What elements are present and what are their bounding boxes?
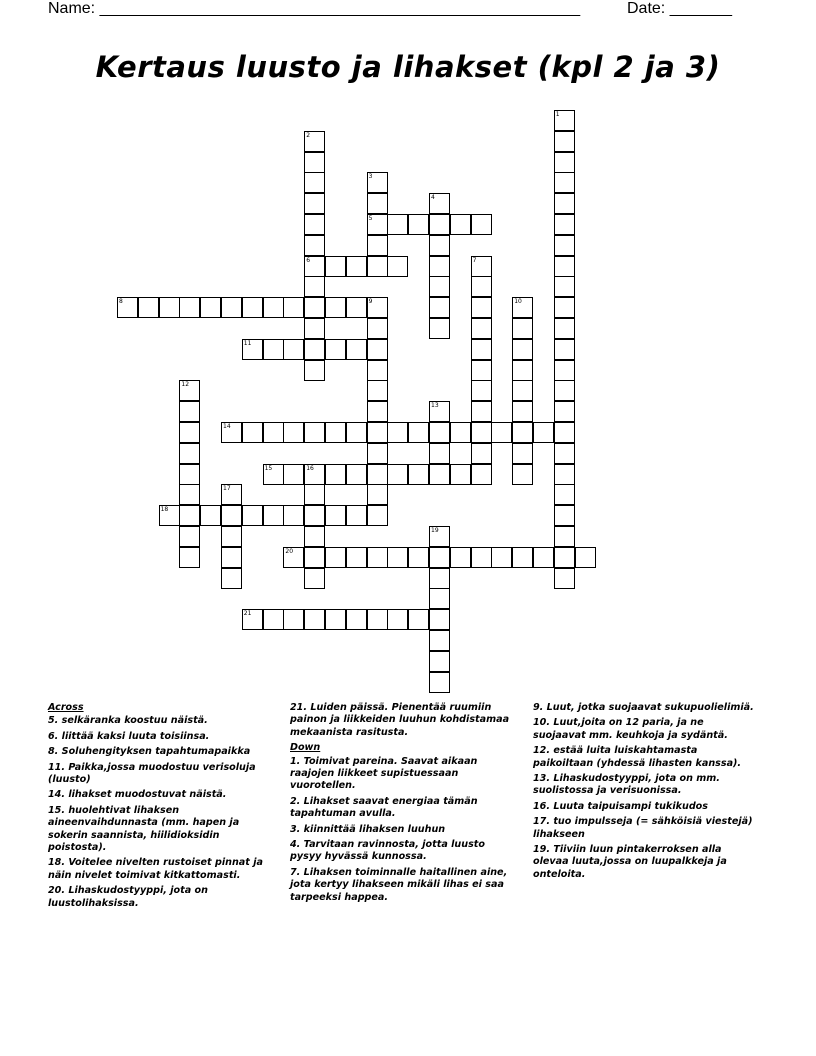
grid-cell[interactable]: [221, 526, 242, 547]
grid-cell[interactable]: [283, 464, 304, 485]
clue-number: 17: [223, 485, 231, 493]
grid-cell[interactable]: [554, 152, 575, 173]
grid-cell[interactable]: [554, 464, 575, 485]
grid-cell[interactable]: [367, 484, 388, 505]
grid-cell[interactable]: [325, 464, 346, 485]
grid-cell[interactable]: [221, 547, 242, 568]
grid-cell[interactable]: [304, 360, 325, 381]
grid-cell[interactable]: [554, 422, 575, 443]
grid-cell[interactable]: [304, 484, 325, 505]
grid-cell[interactable]: [471, 256, 492, 277]
grid-cell[interactable]: [367, 380, 388, 401]
grid-cell[interactable]: [283, 547, 304, 568]
grid-cell[interactable]: [304, 172, 325, 193]
grid-cell[interactable]: [554, 276, 575, 297]
grid-cell[interactable]: [554, 193, 575, 214]
clue-number: 9: [368, 298, 373, 306]
grid-cell[interactable]: [304, 609, 325, 630]
grid-cell[interactable]: [367, 297, 388, 318]
grid-cell[interactable]: [367, 214, 388, 235]
grid-cell[interactable]: [450, 464, 471, 485]
grid-cell[interactable]: [554, 443, 575, 464]
clue-across-18: 18. Voitelee nivelten rustoiset pinnat ja näin nivelet toimivat kitkattomasti.: [48, 857, 263, 881]
grid-cell[interactable]: [429, 630, 450, 651]
grid-cell[interactable]: [471, 360, 492, 381]
grid-cell[interactable]: [304, 464, 325, 485]
grid-cell[interactable]: [367, 172, 388, 193]
grid-cell[interactable]: [263, 464, 284, 485]
clue-down-10: 10. Luut,joita on 12 paria, ja ne suojaavat mm. keuhkoja ja sydäntä.: [533, 717, 728, 741]
grid-cell[interactable]: [429, 526, 450, 547]
grid-cell[interactable]: [554, 110, 575, 131]
grid-cell[interactable]: [367, 256, 388, 277]
grid-cell[interactable]: [263, 505, 284, 526]
grid-cell[interactable]: [304, 526, 325, 547]
grid-cell[interactable]: [429, 276, 450, 297]
grid-cell[interactable]: [554, 526, 575, 547]
grid-cell[interactable]: [450, 214, 471, 235]
clue-across-8: 8. Soluhengityksen tapahtumapaikka: [48, 746, 251, 758]
grid-cell[interactable]: [554, 297, 575, 318]
grid-cell[interactable]: [367, 547, 388, 568]
clue-across-5: 5. selkäranka koostuu näistä.: [48, 715, 208, 727]
grid-cell[interactable]: [304, 131, 325, 152]
grid-cell[interactable]: [429, 609, 450, 630]
grid-cell[interactable]: [179, 380, 200, 401]
grid-cell[interactable]: [512, 547, 533, 568]
clue-down-19: 19. Tiiviin luun pintakerroksen alla olevaa luuta,jossa on luupalkkeja ja onteloita.: [533, 844, 727, 880]
grid-cell[interactable]: [242, 609, 263, 630]
grid-cell[interactable]: [554, 339, 575, 360]
grid-cell[interactable]: [429, 588, 450, 609]
clue-across-14: 14. lihakset muodostuvat näistä.: [48, 789, 227, 801]
grid-cell[interactable]: [408, 422, 429, 443]
grid-cell[interactable]: [138, 297, 159, 318]
grid-cell[interactable]: [450, 547, 471, 568]
grid-cell[interactable]: [304, 318, 325, 339]
grid-cell[interactable]: [179, 484, 200, 505]
grid-cell[interactable]: [491, 422, 512, 443]
grid-cell[interactable]: [387, 422, 408, 443]
clue-number: 1: [555, 111, 560, 118]
page-title: Kertaus luusto ja lihakset (kpl 2 ja 3): [95, 50, 721, 84]
clue-number: 3: [368, 173, 373, 181]
grid-cell[interactable]: [512, 339, 533, 360]
grid-cell[interactable]: [346, 422, 367, 443]
grid-cell[interactable]: [429, 401, 450, 422]
grid-cell[interactable]: [304, 568, 325, 589]
grid-cell[interactable]: [325, 547, 346, 568]
clue-down-12: 12. estää luita luiskahtamasta paikoiltaan (yhdessä lihasten kanssa).: [533, 745, 742, 769]
grid-cell[interactable]: [346, 464, 367, 485]
grid-cell[interactable]: [283, 422, 304, 443]
grid-cell[interactable]: [387, 609, 408, 630]
grid-cell[interactable]: [159, 297, 180, 318]
grid-cell[interactable]: [346, 547, 367, 568]
grid-cell[interactable]: [554, 131, 575, 152]
grid-cell[interactable]: [179, 526, 200, 547]
grid-cell[interactable]: [325, 256, 346, 277]
grid-cell[interactable]: [554, 568, 575, 589]
grid-cell[interactable]: [304, 547, 325, 568]
grid-cell[interactable]: [367, 422, 388, 443]
grid-cell[interactable]: [408, 464, 429, 485]
grid-cell[interactable]: [242, 505, 263, 526]
grid-cell[interactable]: [304, 214, 325, 235]
grid-cell[interactable]: [367, 609, 388, 630]
grid-cell[interactable]: [387, 464, 408, 485]
clue-down-17: 17. tuo impulsseja (= sähköisiä viestejä) lihakseen: [533, 816, 753, 840]
grid-cell[interactable]: [533, 422, 554, 443]
clue-number: 19: [431, 527, 439, 534]
grid-cell[interactable]: [512, 401, 533, 422]
grid-cell[interactable]: [304, 235, 325, 256]
grid-cell[interactable]: [429, 256, 450, 277]
grid-cell[interactable]: [429, 568, 450, 589]
clue-number: 2: [306, 131, 311, 139]
clue-down-13: 13. Lihaskudostyyppi, jota on mm. suolistossa ja verisuonissa.: [533, 773, 720, 797]
grid-cell[interactable]: [450, 422, 471, 443]
grid-cell[interactable]: [325, 297, 346, 318]
grid-cell[interactable]: [200, 505, 221, 526]
grid-cell[interactable]: [304, 297, 325, 318]
grid-cell[interactable]: [512, 464, 533, 485]
grid-cell[interactable]: [367, 235, 388, 256]
grid-cell[interactable]: [554, 235, 575, 256]
grid-cell[interactable]: [554, 401, 575, 422]
grid-cell[interactable]: [512, 360, 533, 381]
grid-cell[interactable]: [491, 547, 512, 568]
clue-number: 11: [243, 339, 252, 347]
grid-cell[interactable]: [554, 484, 575, 505]
grid-cell[interactable]: [200, 297, 221, 318]
grid-cell[interactable]: [304, 152, 325, 173]
grid-cell[interactable]: [325, 505, 346, 526]
grid-cell[interactable]: [471, 464, 492, 485]
grid-cell[interactable]: [429, 297, 450, 318]
grid-cell[interactable]: [304, 193, 325, 214]
grid-cell[interactable]: [367, 360, 388, 381]
clue-number: 20: [285, 547, 294, 555]
grid-cell[interactable]: [179, 443, 200, 464]
grid-cell[interactable]: [471, 422, 492, 443]
clue-number: 5: [368, 215, 373, 222]
grid-cell[interactable]: [304, 276, 325, 297]
grid-cell[interactable]: [554, 547, 575, 568]
grid-cell[interactable]: [512, 422, 533, 443]
grid-cell[interactable]: [387, 256, 408, 277]
grid-cell[interactable]: [221, 297, 242, 318]
grid-cell[interactable]: [471, 380, 492, 401]
clue-down-16: 16. Luuta taipuisampi tukikudos: [533, 800, 708, 812]
grid-cell[interactable]: [512, 297, 533, 318]
clue-number: 7: [472, 256, 477, 264]
grid-cell[interactable]: [554, 360, 575, 381]
grid-cell[interactable]: [263, 297, 284, 318]
grid-cell[interactable]: [179, 505, 200, 526]
grid-cell[interactable]: [471, 318, 492, 339]
clue-down-3: 3. kiinnittää lihaksen luuhun: [290, 823, 446, 835]
grid-cell[interactable]: [429, 214, 450, 235]
grid-cell[interactable]: [429, 422, 450, 443]
grid-cell[interactable]: [575, 547, 596, 568]
grid-cell[interactable]: [179, 464, 200, 485]
grid-cell[interactable]: [346, 505, 367, 526]
grid-cell[interactable]: [512, 318, 533, 339]
grid-cell[interactable]: [117, 297, 138, 318]
clue-across-11: 11. Paikka,jossa muodostuu verisoluja (luusto): [48, 761, 256, 786]
grid-cell[interactable]: [283, 505, 304, 526]
clue-number: 14: [223, 423, 231, 430]
grid-cell[interactable]: [471, 443, 492, 464]
grid-cell[interactable]: [367, 339, 388, 360]
clue-number: 16: [306, 464, 314, 472]
grid-cell[interactable]: [554, 214, 575, 235]
down-heading: Down: [290, 742, 321, 754]
grid-cell[interactable]: [283, 339, 304, 360]
grid-cell[interactable]: [304, 256, 325, 277]
grid-cell[interactable]: [429, 443, 450, 464]
grid-cell[interactable]: [159, 505, 180, 526]
grid-cell[interactable]: [387, 214, 408, 235]
grid-cell[interactable]: [429, 464, 450, 485]
clue-number: 8: [119, 298, 123, 306]
grid-cell[interactable]: [471, 547, 492, 568]
grid-cell[interactable]: [367, 505, 388, 526]
grid-cell[interactable]: [242, 339, 263, 360]
clues-column-1: [48, 702, 270, 913]
grid-cell[interactable]: [429, 651, 450, 672]
grid-cell[interactable]: [387, 547, 408, 568]
grid-cell[interactable]: [554, 380, 575, 401]
grid-cell[interactable]: [221, 484, 242, 505]
across-heading: Across: [48, 702, 84, 713]
grid-cell[interactable]: [408, 214, 429, 235]
grid-cell[interactable]: [429, 672, 450, 693]
grid-cell[interactable]: [304, 505, 325, 526]
grid-cell[interactable]: [325, 422, 346, 443]
grid-cell[interactable]: [429, 318, 450, 339]
grid-cell[interactable]: [471, 401, 492, 422]
grid-cell[interactable]: [346, 297, 367, 318]
grid-cell[interactable]: [304, 339, 325, 360]
clue-number: 12: [181, 381, 190, 389]
clues-column-2: [290, 702, 515, 907]
grid-cell[interactable]: [471, 276, 492, 297]
grid-cell[interactable]: [221, 422, 242, 443]
grid-cell[interactable]: [304, 422, 325, 443]
grid-cell[interactable]: [408, 609, 429, 630]
clue-number: 18: [160, 506, 169, 514]
grid-cell[interactable]: [179, 297, 200, 318]
clue-down-1: 1. Toimivat pareina. Saavat aikaan raajojen liikkeet supistuessaan vuorotellen.: [290, 755, 478, 792]
grid-cell[interactable]: [221, 505, 242, 526]
grid-cell[interactable]: [367, 443, 388, 464]
grid-cell[interactable]: [263, 339, 284, 360]
clues-column-3: [533, 702, 758, 884]
clue-number: 6: [306, 256, 311, 264]
grid-cell[interactable]: [221, 568, 242, 589]
clue-number: 21: [243, 610, 252, 618]
grid-cell[interactable]: [179, 401, 200, 422]
grid-cell[interactable]: [367, 193, 388, 214]
grid-cell[interactable]: [283, 297, 304, 318]
grid-cell[interactable]: [346, 256, 367, 277]
grid-cell[interactable]: [179, 547, 200, 568]
grid-cell[interactable]: [408, 547, 429, 568]
grid-cell[interactable]: [263, 422, 284, 443]
grid-cell[interactable]: [429, 547, 450, 568]
date-field-label: Date: _______: [627, 0, 732, 17]
grid-cell[interactable]: [283, 609, 304, 630]
grid-cell[interactable]: [512, 443, 533, 464]
clue-number: 10: [514, 298, 522, 306]
grid-cell[interactable]: [346, 609, 367, 630]
clue-down-7: 7. Lihaksen toiminnalle haitallinen aine, jota kertyy lihakseen mikäli lihas ei saa tarpeeksi happea.: [290, 866, 508, 903]
grid-cell[interactable]: [263, 609, 284, 630]
grid-cell[interactable]: [325, 609, 346, 630]
name-field-label: Name: ______________________________________________________: [48, 0, 581, 17]
clue-across-20: 20. Lihaskudostyyppi, jota on luustolihaksissa.: [48, 885, 208, 909]
grid-cell[interactable]: [512, 380, 533, 401]
grid-cell[interactable]: [554, 505, 575, 526]
clue-down-4: 4. Tarvitaan ravinnosta, jotta luusto pysyy hyvässä kunnossa.: [290, 839, 485, 863]
grid-cell[interactable]: [367, 464, 388, 485]
clue-across-15: 15. huolehtivat lihaksen aineenvaihdunnasta (mm. hapen ja sokerin saannista, hiilidioksidin poistosta).: [48, 804, 240, 854]
grid-cell[interactable]: [367, 318, 388, 339]
grid-cell[interactable]: [179, 422, 200, 443]
grid-cell[interactable]: [429, 235, 450, 256]
grid-cell[interactable]: [471, 214, 492, 235]
clue-number: 4: [431, 194, 435, 202]
grid-cell[interactable]: [554, 256, 575, 277]
grid-cell[interactable]: [554, 172, 575, 193]
clue-down-9: 9. Luut, jotka suojaavat sukupuolielimiä.: [533, 702, 754, 713]
clue-across-21: 21. Luiden päissä. Pienentää ruumiin painon ja liikkeiden luuhun kohdistamaa mekaanista rasitusta.: [290, 702, 510, 738]
grid-cell[interactable]: [367, 401, 388, 422]
grid-cell[interactable]: [346, 339, 367, 360]
grid-cell[interactable]: [471, 339, 492, 360]
grid-cell[interactable]: [471, 297, 492, 318]
grid-cell[interactable]: [429, 193, 450, 214]
grid-cell[interactable]: [325, 339, 346, 360]
grid-cell[interactable]: [533, 547, 554, 568]
clue-number: 15: [264, 464, 273, 472]
grid-cell[interactable]: [242, 297, 263, 318]
clue-across-6: 6. liittää kaksi luuta toisiinsa.: [48, 730, 210, 742]
clue-down-2: 2. Lihakset saavat energiaa tämän tapahtuman avulla.: [290, 795, 478, 820]
grid-cell[interactable]: [554, 318, 575, 339]
clue-number: 13: [431, 402, 439, 410]
grid-cell[interactable]: [242, 422, 263, 443]
